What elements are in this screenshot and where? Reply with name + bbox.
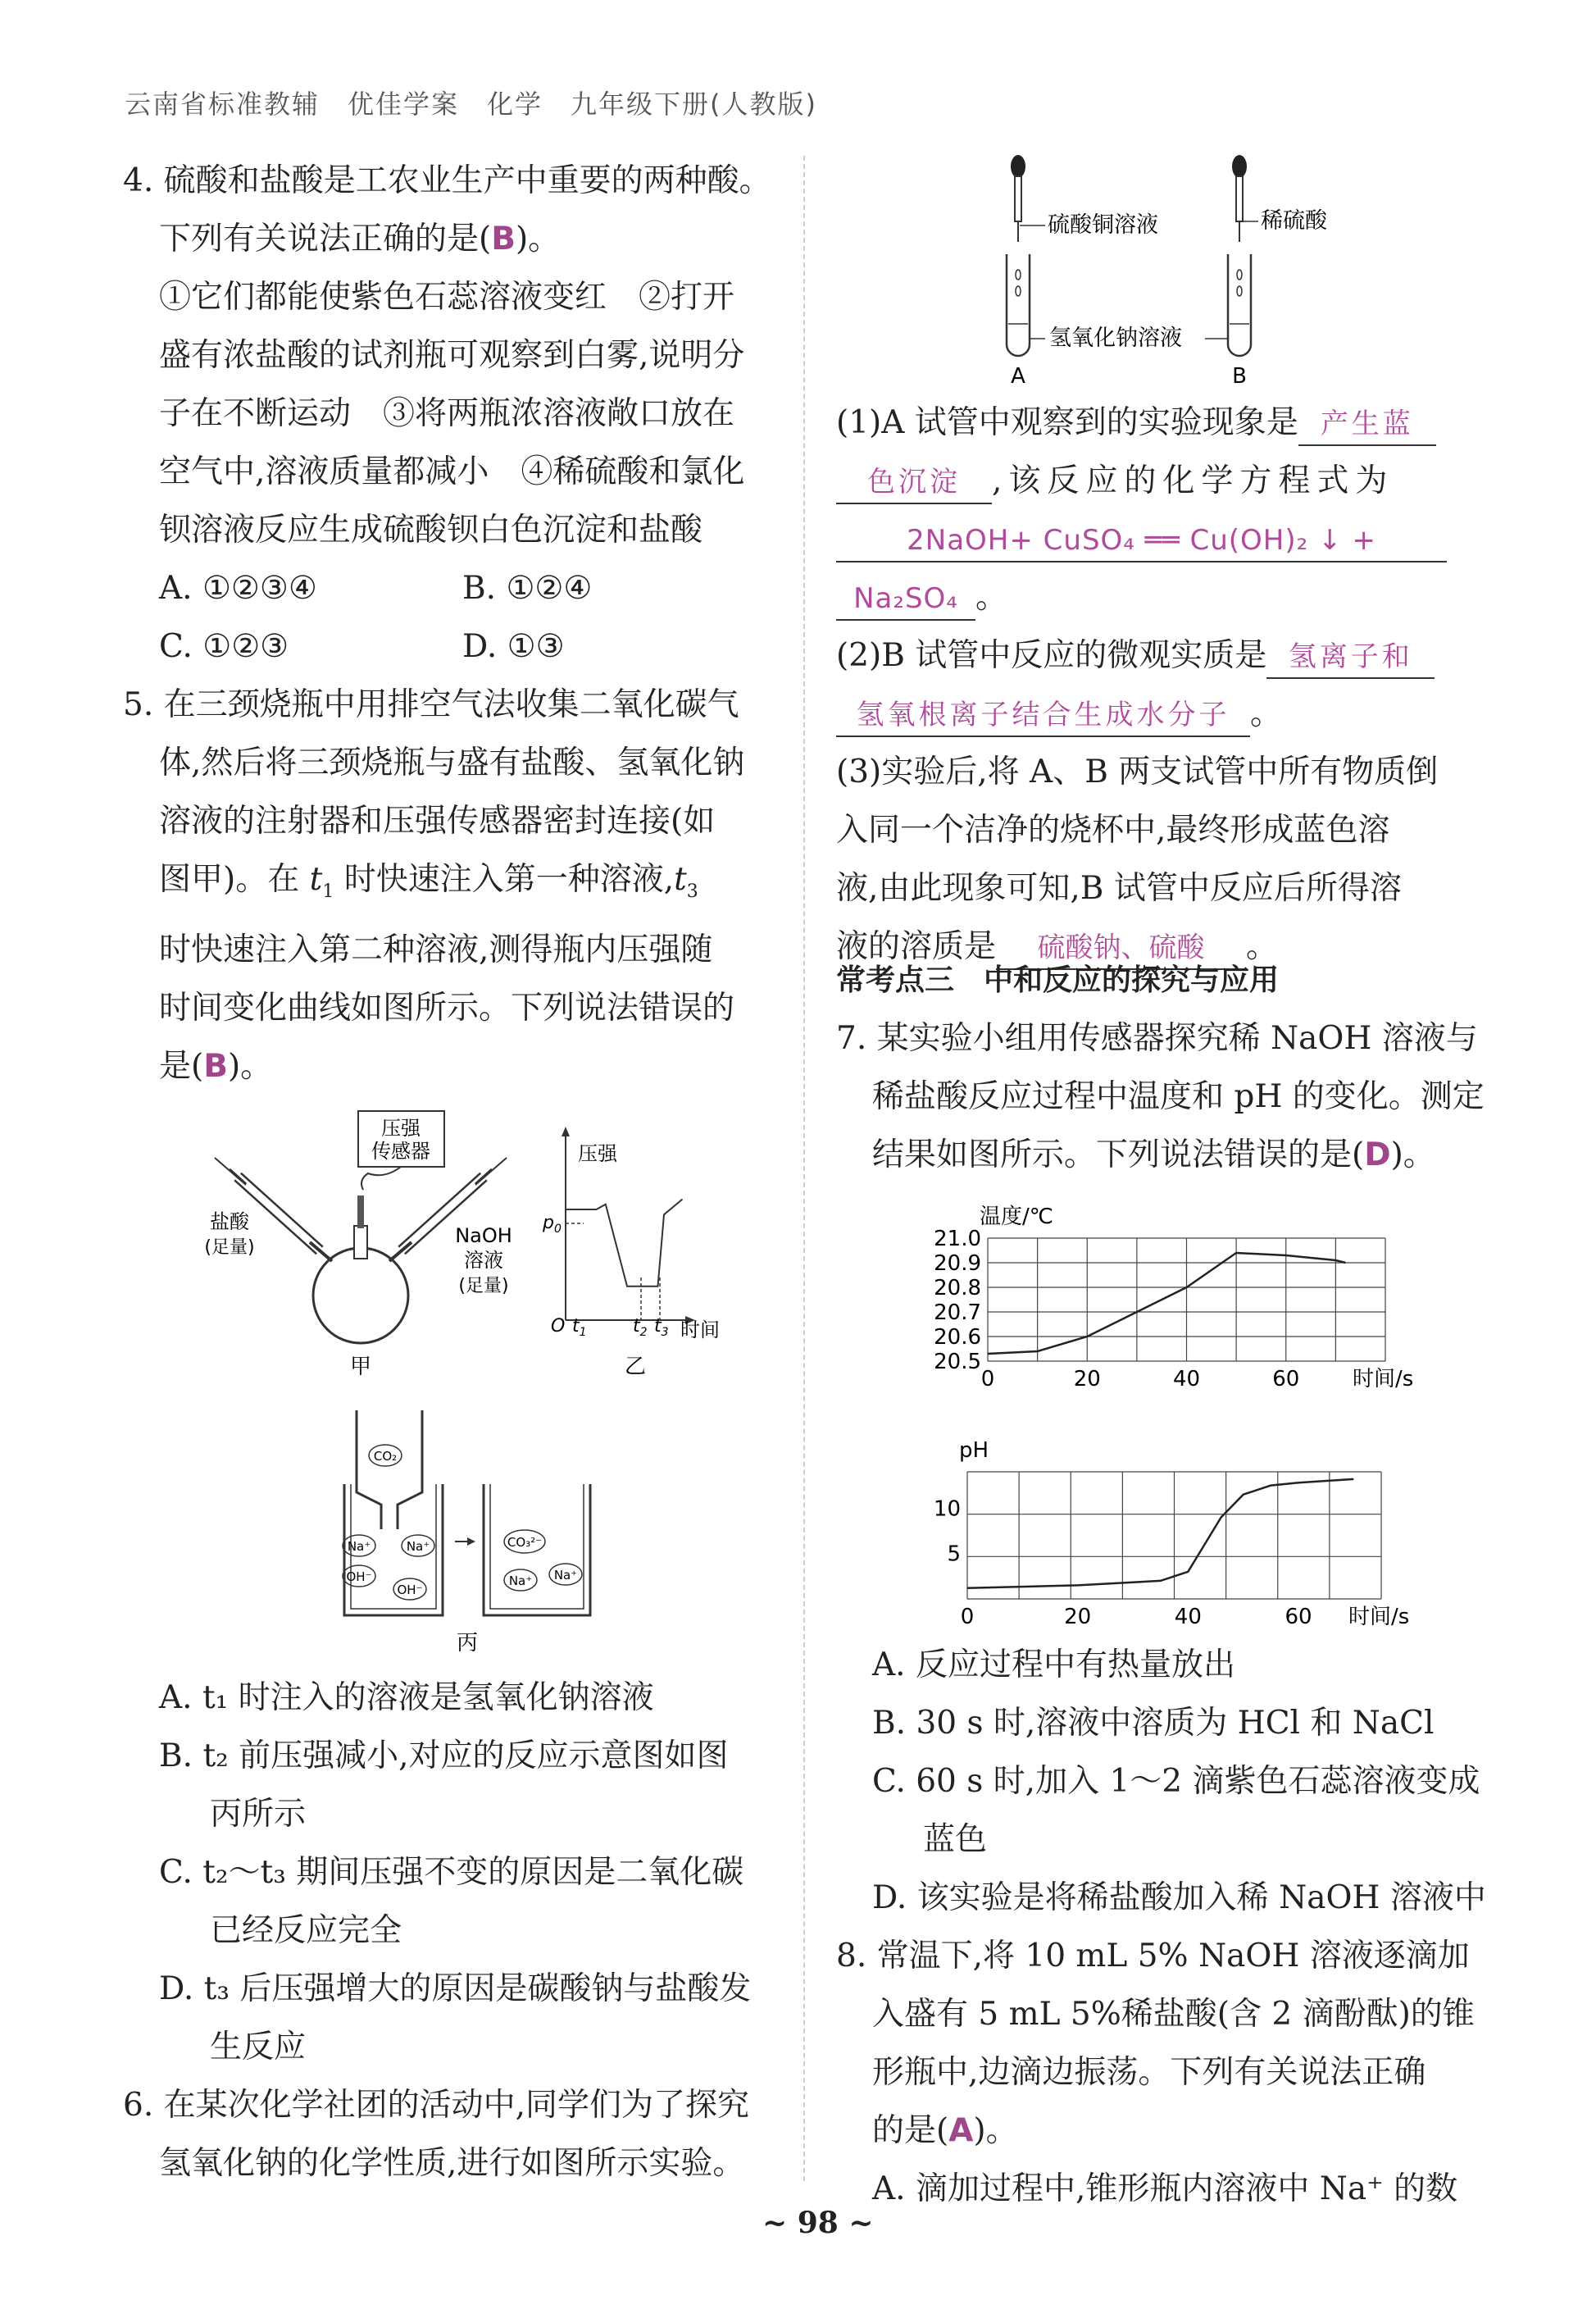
y-tick-label: 20.7 xyxy=(934,1300,981,1325)
q4-option-d: D. ①③ xyxy=(462,628,565,665)
q7-stem: 7. 某实验小组用传感器探究稀 NaOH 溶液与 xyxy=(836,1020,1478,1057)
label-b: B xyxy=(1232,364,1247,389)
sensor-label: 传感器 xyxy=(371,1140,430,1163)
q6-part3: (3)实验后,将 A、B 两支试管中所有物质倒 xyxy=(836,754,1439,790)
q5-option-a: A. t₁ 时注入的溶液是氢氧化钠溶液 xyxy=(159,1679,654,1716)
q5-options xyxy=(123,1669,779,2193)
p0-label: $p_0$ xyxy=(543,1213,562,1236)
x-axis-label: 时间/s xyxy=(1353,1367,1414,1391)
q7-option-b: B. 30 s 时,溶液中溶质为 HCl 和 NaCl xyxy=(872,1705,1435,1742)
q4-statement: 子在不断运动 ③将两瓶浓溶液敞口放在 xyxy=(159,395,735,432)
three-neck-flask xyxy=(313,1248,408,1343)
q6-figure xyxy=(967,152,1426,389)
q6-answer-1a: 产生蓝 xyxy=(1298,403,1436,446)
x-tick-label: 60 xyxy=(1272,1367,1300,1391)
figure-caption-bing: 丙 xyxy=(456,1631,479,1652)
q7-option-a: A. 反应过程中有热量放出 xyxy=(872,1646,1235,1683)
section-title: 常考点三 中和反应的探究与应用 xyxy=(836,963,1280,997)
q6-answer-3: 硫酸钠、硫酸 xyxy=(996,927,1246,970)
particle-co2: CO₂ xyxy=(373,1449,398,1464)
pressure-x-label: 时间 xyxy=(680,1318,720,1341)
q8-stem-line: 的是(A)。 xyxy=(872,2112,1018,2149)
naoh-label: NaOH xyxy=(455,1224,512,1247)
q6-stem: 6. 在某次化学社团的活动中,同学们为了探究 xyxy=(123,2087,750,2124)
series-line xyxy=(988,1253,1346,1354)
particle-co3: CO₃²⁻ xyxy=(507,1535,543,1550)
q6-answer-2b: 氢氧根离子结合生成水分子 xyxy=(836,695,1250,737)
q4-option-c: C. ①②③ xyxy=(159,628,289,665)
q4-option-a: A. ①②③④ xyxy=(159,570,317,607)
beaker-right xyxy=(484,1484,590,1615)
column-divider xyxy=(803,156,805,2181)
q6-part1-cont: 色沉淀 ,该反应的化学方程式为 xyxy=(836,452,1492,510)
particle-oh: OH⁻ xyxy=(397,1583,423,1597)
q5-stem-line: 体,然后将三颈烧瓶与盛有盐酸、氢氧化钠 xyxy=(159,745,745,781)
naoh-label: (足量) xyxy=(458,1276,509,1296)
pressure-chart xyxy=(542,1127,720,1379)
q4-statement: 空气中,溶液质量都减小 ④稀硫酸和氯化 xyxy=(159,453,745,490)
x-tick-label: 0 xyxy=(960,1605,975,1629)
q5-stem-line: 是(B)。 xyxy=(159,1047,273,1085)
q7-charts xyxy=(902,1193,1443,1648)
q4-options-ab xyxy=(123,559,779,617)
y-tick-label: 20.6 xyxy=(934,1325,981,1350)
q6-answer-2a: 氢离子和 xyxy=(1266,636,1435,679)
q8-option-a: A. 滴加过程中,锥形瓶内溶液中 Na⁺ 的数 xyxy=(872,2170,1458,2207)
test-tube-a xyxy=(1007,254,1030,356)
figure-caption-yi: 乙 xyxy=(624,1355,647,1379)
q5-stem-line: 时快速注入第二种溶液,测得瓶内压强随 xyxy=(159,931,713,968)
q6-part2: (2)B 试管中反应的微观实质是 氢离子和 xyxy=(836,626,1492,685)
t3-label: $t_3$ xyxy=(654,1316,669,1339)
page-number: ~ 98 ~ xyxy=(762,2206,874,2240)
pressure-curve xyxy=(566,1200,683,1287)
x-tick-label: 0 xyxy=(980,1367,995,1391)
label-naoh: 氢氧化钠溶液 xyxy=(1049,326,1182,351)
x-tick-label: 20 xyxy=(1073,1367,1101,1391)
x-tick-label: 40 xyxy=(1172,1367,1201,1391)
q6-part3-line: 液,由此现象可知,B 试管中反应后所得溶 xyxy=(836,870,1402,907)
q5-stem-line: 图甲)。在 $t_1$ 时快速注入第一种溶液$,t_3$ xyxy=(159,861,698,902)
hcl-label: (足量) xyxy=(204,1237,255,1258)
y-axis-label: 温度/℃ xyxy=(980,1205,1053,1229)
x-tick-label: 20 xyxy=(1064,1605,1092,1629)
q4-stem-2: 下列有关说法正确的是(B)。 xyxy=(159,221,561,257)
particle-oh: OH⁻ xyxy=(346,1569,372,1584)
q4-option-b: B. ①②④ xyxy=(462,570,593,607)
pressure-y-label: 压强 xyxy=(578,1142,617,1165)
q6-part1: (1)A 试管中观察到的实验现象是 产生蓝 xyxy=(836,394,1492,452)
particle-na: Na⁺ xyxy=(508,1573,533,1588)
page-header: 云南省标准教辅 优佳学案 化学 九年级下册(人教版) xyxy=(125,89,817,120)
left-column xyxy=(123,152,779,1095)
hcl-label: 盐酸 xyxy=(210,1210,249,1233)
particle-na: Na⁺ xyxy=(347,1539,371,1554)
q8-stem-line: 入盛有 5 mL 5%稀盐酸(含 2 滴酚酞)的锥 xyxy=(872,1996,1475,2033)
y-tick-label: 20.9 xyxy=(934,1251,981,1276)
label-h2so4: 稀硫酸 xyxy=(1261,208,1327,234)
q8-answer: A xyxy=(948,2112,974,2149)
q7-stem-line: 稀盐酸反应过程中温度和 pH 的变化。测定 xyxy=(872,1078,1485,1115)
q5-stem-line: 溶液的注射器和压强传感器密封连接(如 xyxy=(159,803,716,840)
dropper-a xyxy=(1011,155,1025,242)
q6-stem-line: 氢氧化钠的化学性质,进行如图所示实验。 xyxy=(159,2145,745,2182)
q6-equation xyxy=(836,510,1492,568)
q7-option-c: C. 60 s 时,加入 1～2 滴紫色石蕊溶液变成 xyxy=(872,1763,1480,1800)
q6-part2-cont: 氢氧根离子结合生成水分子 。 xyxy=(836,685,1492,743)
figure-caption-jia: 甲 xyxy=(349,1355,372,1379)
x-tick-label: 60 xyxy=(1285,1605,1312,1629)
temperature-chart xyxy=(934,1205,1413,1391)
naoh-label: 溶液 xyxy=(464,1249,503,1272)
origin-label: O xyxy=(551,1316,566,1337)
q6-equation-cont: Na₂SO₄ 。 xyxy=(836,568,1492,626)
y-tick-label: 20.5 xyxy=(934,1350,981,1374)
q5-figure-jia-yi xyxy=(164,1099,754,1402)
right-column xyxy=(836,394,1492,976)
t1-label: $t_1$ xyxy=(572,1316,587,1339)
dropper-b xyxy=(1232,155,1247,242)
q5-option-d: D. t₃ 后压强增大的原因是碳酸钠与盐酸发 xyxy=(159,1970,752,2007)
test-tube-b xyxy=(1228,254,1251,356)
q5-option-d-cont: 生反应 xyxy=(210,2029,307,2065)
q5-option-c-cont: 已经反应完全 xyxy=(210,1912,402,1949)
q7-options xyxy=(836,1636,1492,2218)
q4-stem: 4. 硫酸和盐酸是工农业生产中重要的两种酸。 xyxy=(123,162,771,199)
q7-option-c-cont: 蓝色 xyxy=(923,1821,988,1858)
x-axis-label: 时间/s xyxy=(1348,1605,1410,1629)
particle-na: Na⁺ xyxy=(553,1568,578,1583)
q5-option-b-cont: 丙所示 xyxy=(210,1796,307,1833)
q8-stem-line: 形瓶中,边滴边振荡。下列有关说法正确 xyxy=(872,2054,1426,2091)
q6-part3-line: 入同一个洁净的烧杯中,最终形成蓝色溶 xyxy=(836,812,1390,849)
q6-part3-line: 液的溶质是 硫酸钠、硫酸 。 xyxy=(836,918,1492,976)
q5-stem-line: 时间变化曲线如图所示。下列说法错误的 xyxy=(159,989,735,1027)
q5-option-b: B. t₂ 前压强减小,对应的反应示意图如图 xyxy=(159,1737,729,1774)
y-tick-label: 21.0 xyxy=(934,1227,981,1251)
particle-na: Na⁺ xyxy=(406,1539,430,1554)
q5-stem: 5. 在三颈烧瓶中用排空气法收集二氧化碳气 xyxy=(123,686,739,723)
label-a: A xyxy=(1011,364,1025,389)
y-tick-label: 5 xyxy=(947,1542,961,1567)
q6-equation-answer: 2NaOH+ CuSO₄ ══ Cu(OH)₂ ↓ + xyxy=(836,520,1447,562)
label-cuso4: 硫酸铜溶液 xyxy=(1048,212,1158,238)
q8-stem: 8. 常温下,将 10 mL 5% NaOH 溶液逐滴加 xyxy=(836,1938,1470,1974)
q6-answer-1b: 色沉淀 xyxy=(836,462,992,504)
q7-option-d: D. 该实验是将稀盐酸加入稀 NaOH 溶液中 xyxy=(872,1879,1486,1916)
q4-answer: B xyxy=(491,221,516,257)
y-tick-label: 20.8 xyxy=(934,1276,981,1300)
q4-statement: ①它们都能使紫色石蕊溶液变红 ②打开 xyxy=(159,279,735,316)
sensor-label: 压强 xyxy=(381,1117,421,1140)
q4-statement: 钡溶液反应生成硫酸钡白色沉淀和盐酸 xyxy=(159,512,703,549)
series-line xyxy=(967,1479,1353,1588)
q6-equation-answer-2: Na₂SO₄ xyxy=(836,578,975,621)
q5-answer: B xyxy=(203,1047,228,1085)
y-tick-label: 10 xyxy=(933,1496,961,1522)
q7-answer: D xyxy=(1364,1136,1391,1173)
x-tick-label: 40 xyxy=(1174,1605,1202,1629)
t2-label: $t_2$ xyxy=(633,1316,648,1339)
q4-options-cd xyxy=(123,617,779,676)
right-column-lower xyxy=(836,951,1492,1184)
q4-statement: 盛有浓盐酸的试剂瓶可观察到白雾,说明分 xyxy=(159,337,745,374)
y-axis-label: pH xyxy=(959,1438,989,1463)
ph-chart xyxy=(934,1438,1409,1629)
q5-option-c: C. t₂～t₃ 期间压强不变的原因是二氧化碳 xyxy=(159,1854,744,1891)
q7-stem-line: 结果如图所示。下列说法错误的是(D)。 xyxy=(872,1136,1435,1173)
q5-figure-bing xyxy=(320,1402,615,1652)
